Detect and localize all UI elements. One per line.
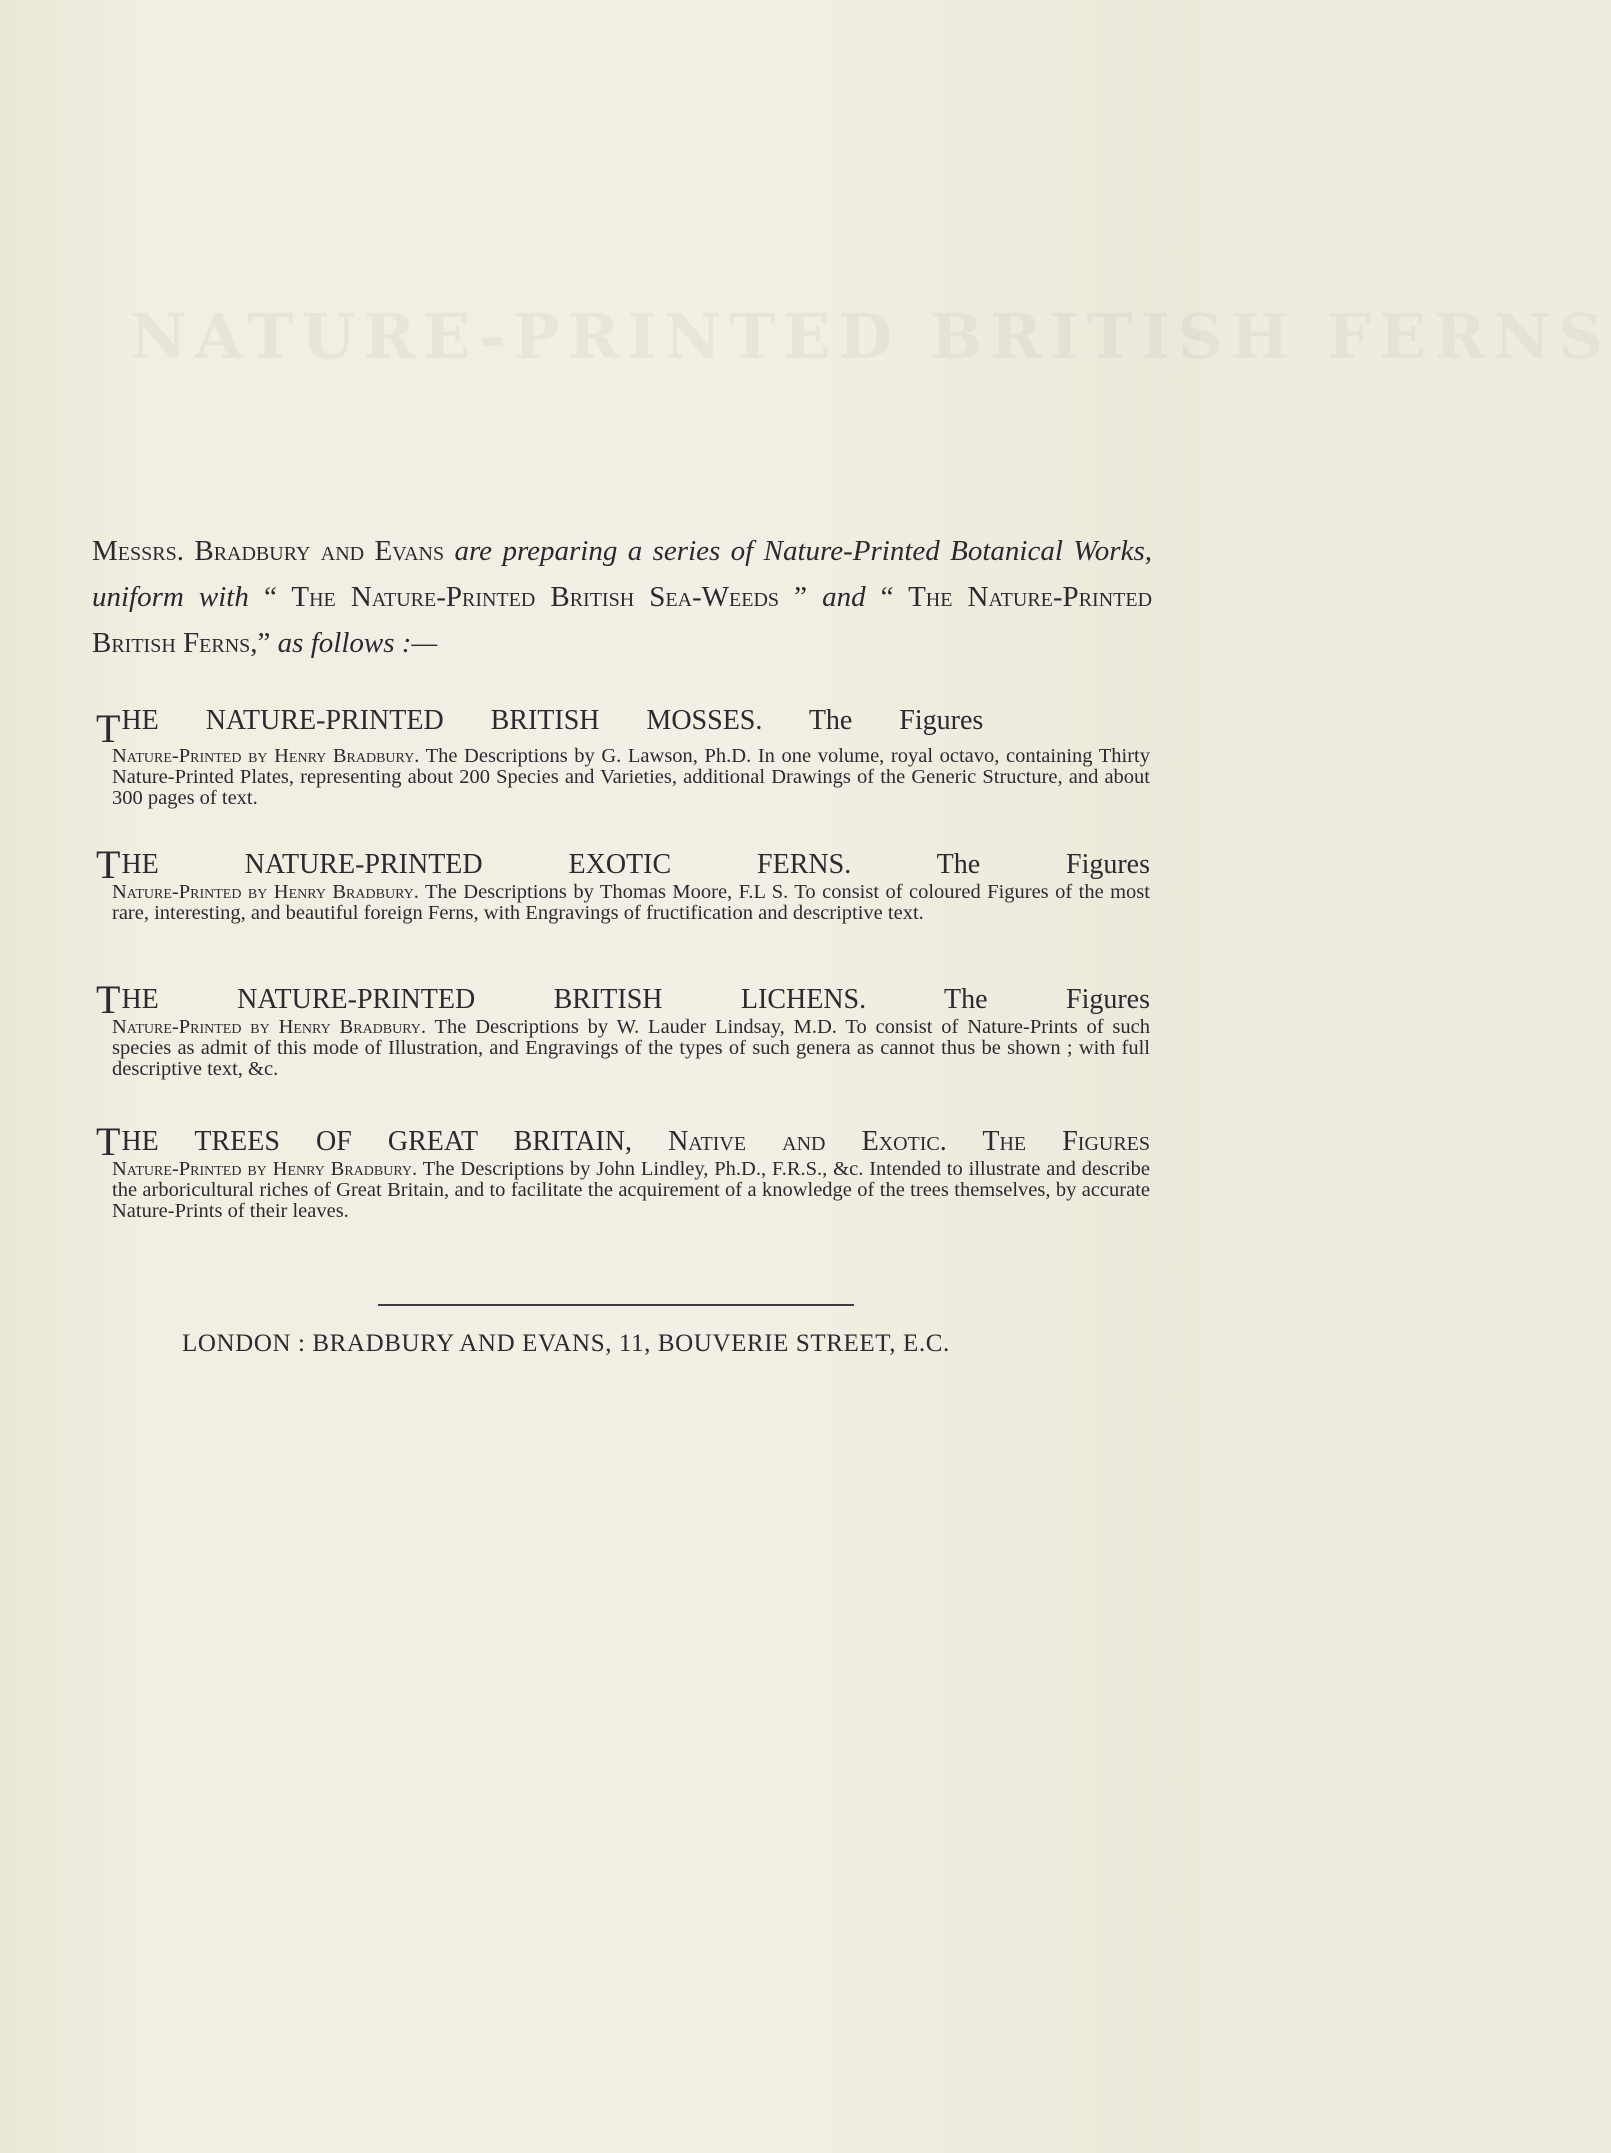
drop-cap: T xyxy=(96,977,121,1022)
entry-description: Nature-Printed by Henry Bradbury. The Descriptions by W. Lauder Lindsay, M.D. To consist of Nature-Prints of such species as admit of this mode of Illustration, and Engravings of the types of such genera as cannot thus be shown ; with full descriptive text, &c. xyxy=(112,1016,1150,1080)
publisher-imprint: LONDON : BRADBURY AND EVANS, 11, BOUVERIE STREET, E.C. xyxy=(182,1330,950,1357)
entry-heading: THE NATURE-PRINTED BRITISH LICHENS. The Figures xyxy=(96,977,1150,1022)
entry-title: HE NATURE-PRINTED BRITISH MOSSES. xyxy=(121,705,763,736)
ferns-title: “ The Nature-Printed British Ferns,” xyxy=(92,581,1153,659)
entry-title: HE TREES OF GREAT BRITAIN, xyxy=(121,1126,632,1157)
entry-description: Nature-Printed by Henry Bradbury. The Descriptions by G. Lawson, Ph.D. In one volume, royal octavo, containing Thirty Nature-Printed Plates, representing about 200 Species and Varieties, additional Drawings of the Generic Structure, and about 300 pages of text. xyxy=(112,745,1150,809)
entry-heading: THE NATURE-PRINTED EXOTIC FERNS. The Figures xyxy=(96,842,1151,887)
sea-weeds-title: “ The Nature-Printed British Sea-Weeds ” xyxy=(263,581,807,613)
drop-cap: T xyxy=(96,706,121,751)
entry-mosses xyxy=(96,706,1150,809)
entry-heading: THE TREES OF GREAT BRITAIN, Native and Exotic. The Figures xyxy=(96,1119,1151,1164)
entry-description: Nature-Printed by Henry Bradbury. The Descriptions by John Lindley, Ph.D., F.R.S., &c. Intended to illustrate and describe the arboricultural riches of Great Britain, and to facilitate the acquirement of a knowledge of the trees themselves, by accurate Nature-Prints of their leaves. xyxy=(112,1158,1150,1222)
entry-exotic-ferns xyxy=(96,842,1151,924)
entry-title: HE NATURE-PRINTED BRITISH LICHENS. xyxy=(121,984,867,1015)
intro-paragraph: Messrs. Bradbury and Evans are preparing a series of Nature-Printed Botanical Works, uniform with “ The Nature-Printed British Sea-Weeds ” and “ The Nature-Printed British Ferns,” as follows :— xyxy=(92,535,1153,659)
entry-title: HE NATURE-PRINTED EXOTIC FERNS. xyxy=(121,849,852,880)
entry-lichens xyxy=(96,977,1150,1080)
entry-description: Nature-Printed by Henry Bradbury. The Descriptions by Thomas Moore, F.L S. To consist of coloured Figures of the most rare, interesting, and beautiful foreign Ferns, with Engravings of fructification and descriptive text. xyxy=(112,881,1150,924)
entry-trees xyxy=(96,1119,1151,1222)
drop-cap: T xyxy=(96,1119,121,1164)
entry-heading: THE NATURE-PRINTED BRITISH MOSSES. The Figures xyxy=(96,705,984,751)
show-through-watermark: NATURE-PRINTED BRITISH FERNS xyxy=(130,300,1611,373)
publisher-name: Messrs. Bradbury and Evans xyxy=(92,535,445,567)
divider-rule xyxy=(378,1304,854,1306)
drop-cap: T xyxy=(96,842,121,887)
